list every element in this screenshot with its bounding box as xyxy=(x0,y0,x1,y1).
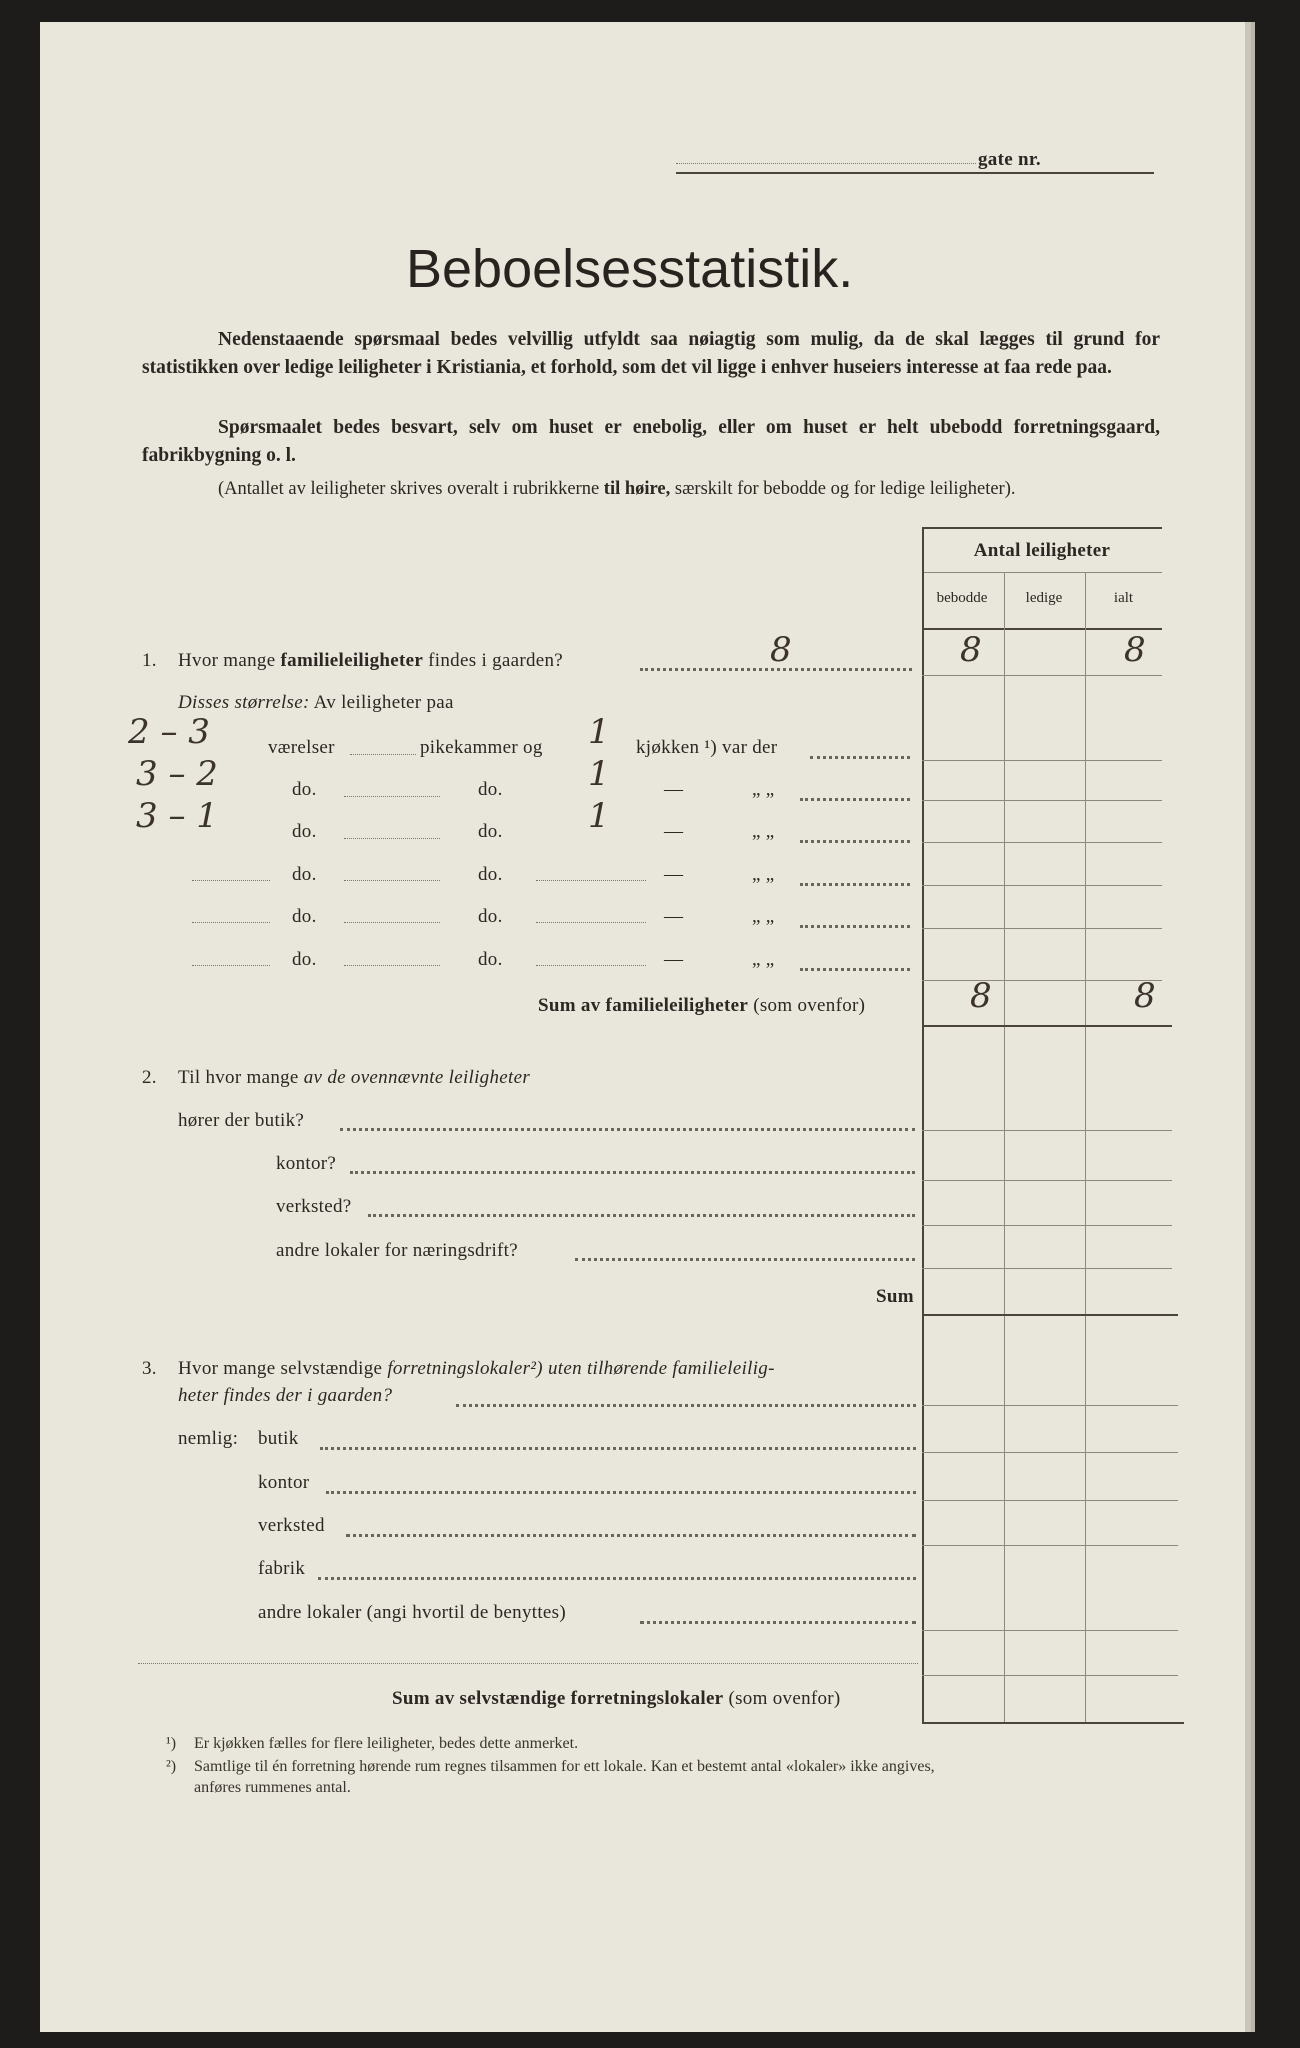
col-ialt: ialt xyxy=(1113,590,1134,606)
footnote-2: Samtlige til én forretning hørende rum regnes tilsammen for ett lokale. Kan et bestemt antal «lokaler» ikke angives, xyxy=(194,1758,935,1775)
q3-nemlig: nemlig: xyxy=(178,1428,239,1449)
q2-verksted: verksted? xyxy=(276,1196,352,1217)
q2-question: Til hvor mange av de ovennævnte leiligheter xyxy=(178,1067,531,1088)
q3-fabrik: fabrik xyxy=(258,1558,306,1579)
size-intro: Disses størrelse: Av leiligheter paa xyxy=(178,692,454,713)
q3-number: 3. xyxy=(142,1358,157,1379)
q2-kontor: kontor? xyxy=(276,1153,337,1174)
q3-question-line1: Hvor mange selvstændige forretningslokaler²) uten tilhørende familieleilig- xyxy=(178,1358,775,1379)
sum3-bottom-line xyxy=(922,1722,1184,1724)
sum1-bottom-line xyxy=(922,1025,1172,1027)
intro-paragraph-3: (Antallet av leiligheter skrives overalt i rubrikkerne til høire, særskilt for bebodde og for ledige leiligheter). xyxy=(218,479,1016,499)
sum-forretningslokaler-label: Sum av selvstændige forretningslokaler (som ovenfor) xyxy=(392,1688,841,1709)
q3-question-line2: heter findes der i gaarden? xyxy=(178,1385,393,1406)
footnote-1-mark: ¹) xyxy=(166,1735,177,1752)
table-top-line xyxy=(922,527,1162,529)
table-left-border xyxy=(922,527,924,1722)
q1-number: 1. xyxy=(142,650,157,671)
col-ledige: ledige xyxy=(1025,590,1063,606)
q1-question: Hvor mange familieleiligheter findes i gaarden? xyxy=(178,650,564,671)
q2-sum-label: Sum xyxy=(876,1286,914,1307)
header-underline xyxy=(676,172,1154,174)
intro-paragraph-1: Nedenstaaende spørsmaal bedes velvillig utfyldt saa nøiagtig som mulig, da de skal lægges til grund for statistikken over ledige leiligheter i Kristiania, et forhold, som det vil ligge i enhver huseiers interesse at faa rede paa. xyxy=(142,329,1160,378)
sum-ialt-value: 8 xyxy=(1134,976,1156,1016)
gate-nr-label: gate nr. xyxy=(978,149,1041,170)
q2-number: 2. xyxy=(142,1067,157,1088)
sum-familieleiligheter-label: Sum av familieleiligheter (som ovenfor) xyxy=(538,995,866,1016)
q3-separator xyxy=(138,1663,918,1664)
q3-butik: butik xyxy=(258,1428,299,1449)
street-name-line xyxy=(676,163,976,164)
form-page xyxy=(40,22,1245,2032)
footnote-1: Er kjøkken fælles for flere leiligheter, bedes dette anmerket. xyxy=(194,1735,579,1752)
sum2-bottom-line xyxy=(922,1314,1178,1316)
q1-answer-handwritten: 8 xyxy=(770,630,792,670)
page-title: Beboelsesstatistik. xyxy=(406,239,854,299)
footnote-2-mark: ²) xyxy=(166,1758,177,1775)
q1-bebodde-value: 8 xyxy=(960,630,982,670)
q3-kontor: kontor xyxy=(258,1472,310,1493)
q3-verksted: verksted xyxy=(258,1515,325,1536)
table-col-divider-2 xyxy=(1085,572,1086,1722)
rooms-handwritten: 2 – 3 xyxy=(128,712,210,752)
q3-andre-lokaler: andre lokaler (angi hvortil de benyttes) xyxy=(258,1602,566,1623)
table-header-divider xyxy=(922,572,1162,573)
col-bebodde: bebodde xyxy=(936,590,988,606)
table-title: Antal leiligheter xyxy=(973,540,1111,561)
rooms-handwritten: 3 – 1 xyxy=(136,796,218,836)
footnote-2-cont: anføres rummenes antal. xyxy=(194,1779,351,1796)
intro-paragraph-2: Spørsmaalet bedes besvart, selv om huset er enebolig, eller om huset er helt ubebodd forretningsgaard, fabrikbygning o. l. xyxy=(142,417,1160,466)
sum-bebodde-value: 8 xyxy=(970,976,992,1016)
q2-butik: hører der butik? xyxy=(178,1110,305,1131)
rooms-handwritten: 3 – 2 xyxy=(136,754,218,794)
table-col-divider-1 xyxy=(1004,572,1005,1722)
q1-ialt-value: 8 xyxy=(1124,630,1146,670)
q2-andre-lokaler: andre lokaler for næringsdrift? xyxy=(276,1240,518,1261)
